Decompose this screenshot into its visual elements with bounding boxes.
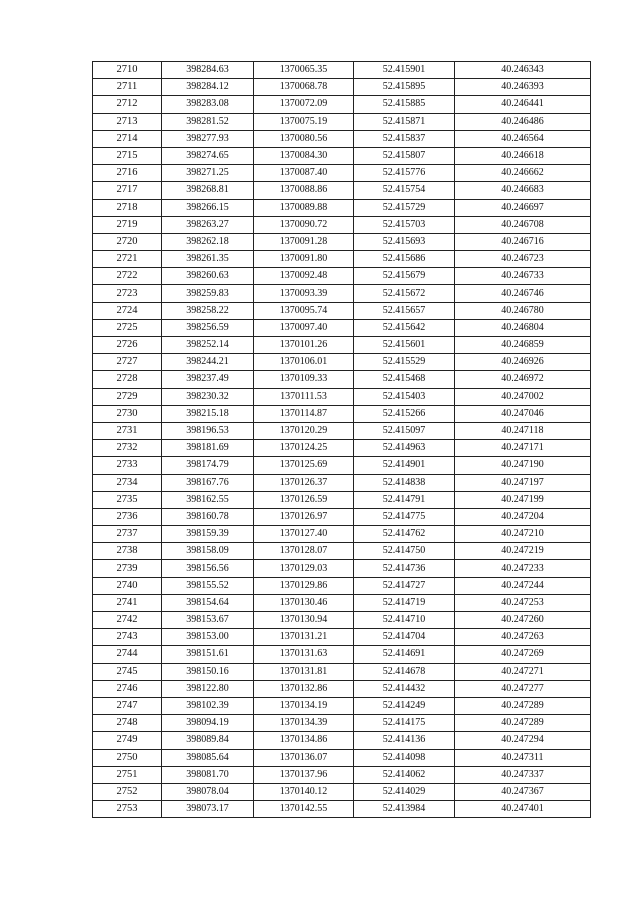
table-row bbox=[93, 577, 591, 594]
table-row bbox=[93, 388, 591, 405]
x-coordinate-cell: 398160.78 bbox=[162, 508, 254, 525]
longitude-cell: 40.246683 bbox=[455, 182, 591, 199]
x-coordinate-cell: 398085.64 bbox=[162, 749, 254, 766]
point-number-cell: 2746 bbox=[93, 680, 162, 697]
point-number-cell: 2716 bbox=[93, 165, 162, 182]
table-row bbox=[93, 749, 591, 766]
latitude-cell: 52.415403 bbox=[354, 388, 455, 405]
x-coordinate-cell: 398261.35 bbox=[162, 251, 254, 268]
longitude-cell: 40.246780 bbox=[455, 302, 591, 319]
table-row bbox=[93, 62, 591, 79]
longitude-cell: 40.247289 bbox=[455, 697, 591, 714]
longitude-cell: 40.247118 bbox=[455, 422, 591, 439]
point-number-cell: 2726 bbox=[93, 337, 162, 354]
point-number-cell: 2745 bbox=[93, 663, 162, 680]
coordinates-table-body bbox=[93, 62, 591, 818]
point-number-cell: 2748 bbox=[93, 715, 162, 732]
x-coordinate-cell: 398277.93 bbox=[162, 130, 254, 147]
table-row bbox=[93, 285, 591, 302]
longitude-cell: 40.247263 bbox=[455, 629, 591, 646]
y-coordinate-cell: 1370084.30 bbox=[254, 147, 354, 164]
x-coordinate-cell: 398263.27 bbox=[162, 216, 254, 233]
y-coordinate-cell: 1370097.40 bbox=[254, 319, 354, 336]
y-coordinate-cell: 1370136.07 bbox=[254, 749, 354, 766]
table-row bbox=[93, 526, 591, 543]
y-coordinate-cell: 1370127.40 bbox=[254, 526, 354, 543]
latitude-cell: 52.414901 bbox=[354, 457, 455, 474]
table-row bbox=[93, 130, 591, 147]
point-number-cell: 2729 bbox=[93, 388, 162, 405]
y-coordinate-cell: 1370091.80 bbox=[254, 251, 354, 268]
latitude-cell: 52.415837 bbox=[354, 130, 455, 147]
longitude-cell: 40.247367 bbox=[455, 783, 591, 800]
latitude-cell: 52.414963 bbox=[354, 440, 455, 457]
y-coordinate-cell: 1370080.56 bbox=[254, 130, 354, 147]
point-number-cell: 2739 bbox=[93, 560, 162, 577]
longitude-cell: 40.246441 bbox=[455, 96, 591, 113]
latitude-cell: 52.415679 bbox=[354, 268, 455, 285]
x-coordinate-cell: 398237.49 bbox=[162, 371, 254, 388]
table-row bbox=[93, 96, 591, 113]
latitude-cell: 52.414062 bbox=[354, 766, 455, 783]
point-number-cell: 2744 bbox=[93, 646, 162, 663]
point-number-cell: 2738 bbox=[93, 543, 162, 560]
table-row bbox=[93, 182, 591, 199]
y-coordinate-cell: 1370120.29 bbox=[254, 422, 354, 439]
x-coordinate-cell: 398153.67 bbox=[162, 612, 254, 629]
longitude-cell: 40.247271 bbox=[455, 663, 591, 680]
coordinates-table bbox=[92, 61, 591, 818]
longitude-cell: 40.247289 bbox=[455, 715, 591, 732]
longitude-cell: 40.246486 bbox=[455, 113, 591, 130]
y-coordinate-cell: 1370131.63 bbox=[254, 646, 354, 663]
latitude-cell: 52.414098 bbox=[354, 749, 455, 766]
point-number-cell: 2751 bbox=[93, 766, 162, 783]
table-row bbox=[93, 543, 591, 560]
latitude-cell: 52.415693 bbox=[354, 233, 455, 250]
x-coordinate-cell: 398244.21 bbox=[162, 354, 254, 371]
latitude-cell: 52.415703 bbox=[354, 216, 455, 233]
point-number-cell: 2750 bbox=[93, 749, 162, 766]
latitude-cell: 52.414691 bbox=[354, 646, 455, 663]
point-number-cell: 2721 bbox=[93, 251, 162, 268]
y-coordinate-cell: 1370131.81 bbox=[254, 663, 354, 680]
latitude-cell: 52.415871 bbox=[354, 113, 455, 130]
point-number-cell: 2710 bbox=[93, 62, 162, 79]
x-coordinate-cell: 398258.22 bbox=[162, 302, 254, 319]
y-coordinate-cell: 1370129.86 bbox=[254, 577, 354, 594]
latitude-cell: 52.414762 bbox=[354, 526, 455, 543]
x-coordinate-cell: 398154.64 bbox=[162, 594, 254, 611]
y-coordinate-cell: 1370130.94 bbox=[254, 612, 354, 629]
longitude-cell: 40.247233 bbox=[455, 560, 591, 577]
table-row bbox=[93, 319, 591, 336]
x-coordinate-cell: 398215.18 bbox=[162, 405, 254, 422]
longitude-cell: 40.246723 bbox=[455, 251, 591, 268]
point-number-cell: 2723 bbox=[93, 285, 162, 302]
table-row bbox=[93, 732, 591, 749]
point-number-cell: 2731 bbox=[93, 422, 162, 439]
table-row bbox=[93, 663, 591, 680]
y-coordinate-cell: 1370124.25 bbox=[254, 440, 354, 457]
x-coordinate-cell: 398268.81 bbox=[162, 182, 254, 199]
x-coordinate-cell: 398151.61 bbox=[162, 646, 254, 663]
table-row bbox=[93, 251, 591, 268]
point-number-cell: 2742 bbox=[93, 612, 162, 629]
y-coordinate-cell: 1370111.53 bbox=[254, 388, 354, 405]
point-number-cell: 2727 bbox=[93, 354, 162, 371]
latitude-cell: 52.415901 bbox=[354, 62, 455, 79]
latitude-cell: 52.413984 bbox=[354, 801, 455, 818]
x-coordinate-cell: 398252.14 bbox=[162, 337, 254, 354]
longitude-cell: 40.247171 bbox=[455, 440, 591, 457]
longitude-cell: 40.246343 bbox=[455, 62, 591, 79]
table-row bbox=[93, 680, 591, 697]
longitude-cell: 40.247311 bbox=[455, 749, 591, 766]
point-number-cell: 2753 bbox=[93, 801, 162, 818]
latitude-cell: 52.414791 bbox=[354, 491, 455, 508]
longitude-cell: 40.247190 bbox=[455, 457, 591, 474]
x-coordinate-cell: 398162.55 bbox=[162, 491, 254, 508]
y-coordinate-cell: 1370088.86 bbox=[254, 182, 354, 199]
point-number-cell: 2752 bbox=[93, 783, 162, 800]
latitude-cell: 52.415266 bbox=[354, 405, 455, 422]
y-coordinate-cell: 1370114.87 bbox=[254, 405, 354, 422]
table-row bbox=[93, 354, 591, 371]
y-coordinate-cell: 1370131.21 bbox=[254, 629, 354, 646]
point-number-cell: 2734 bbox=[93, 474, 162, 491]
y-coordinate-cell: 1370092.48 bbox=[254, 268, 354, 285]
longitude-cell: 40.246716 bbox=[455, 233, 591, 250]
x-coordinate-cell: 398284.63 bbox=[162, 62, 254, 79]
y-coordinate-cell: 1370134.19 bbox=[254, 697, 354, 714]
point-number-cell: 2718 bbox=[93, 199, 162, 216]
x-coordinate-cell: 398155.52 bbox=[162, 577, 254, 594]
latitude-cell: 52.414719 bbox=[354, 594, 455, 611]
x-coordinate-cell: 398274.65 bbox=[162, 147, 254, 164]
latitude-cell: 52.415657 bbox=[354, 302, 455, 319]
x-coordinate-cell: 398150.16 bbox=[162, 663, 254, 680]
table-row bbox=[93, 474, 591, 491]
x-coordinate-cell: 398181.69 bbox=[162, 440, 254, 457]
table-row bbox=[93, 113, 591, 130]
y-coordinate-cell: 1370142.55 bbox=[254, 801, 354, 818]
point-number-cell: 2741 bbox=[93, 594, 162, 611]
y-coordinate-cell: 1370126.97 bbox=[254, 508, 354, 525]
y-coordinate-cell: 1370095.74 bbox=[254, 302, 354, 319]
table-row bbox=[93, 594, 591, 611]
point-number-cell: 2715 bbox=[93, 147, 162, 164]
longitude-cell: 40.246972 bbox=[455, 371, 591, 388]
table-row bbox=[93, 766, 591, 783]
y-coordinate-cell: 1370075.19 bbox=[254, 113, 354, 130]
y-coordinate-cell: 1370089.88 bbox=[254, 199, 354, 216]
table-row bbox=[93, 612, 591, 629]
table-row bbox=[93, 801, 591, 818]
point-number-cell: 2725 bbox=[93, 319, 162, 336]
longitude-cell: 40.247210 bbox=[455, 526, 591, 543]
longitude-cell: 40.246804 bbox=[455, 319, 591, 336]
point-number-cell: 2719 bbox=[93, 216, 162, 233]
x-coordinate-cell: 398174.79 bbox=[162, 457, 254, 474]
table-row bbox=[93, 268, 591, 285]
x-coordinate-cell: 398122.80 bbox=[162, 680, 254, 697]
latitude-cell: 52.415097 bbox=[354, 422, 455, 439]
y-coordinate-cell: 1370087.40 bbox=[254, 165, 354, 182]
longitude-cell: 40.247260 bbox=[455, 612, 591, 629]
latitude-cell: 52.414838 bbox=[354, 474, 455, 491]
longitude-cell: 40.246708 bbox=[455, 216, 591, 233]
latitude-cell: 52.415601 bbox=[354, 337, 455, 354]
table-row bbox=[93, 715, 591, 732]
latitude-cell: 52.414249 bbox=[354, 697, 455, 714]
point-number-cell: 2740 bbox=[93, 577, 162, 594]
x-coordinate-cell: 398094.19 bbox=[162, 715, 254, 732]
longitude-cell: 40.247219 bbox=[455, 543, 591, 560]
point-number-cell: 2749 bbox=[93, 732, 162, 749]
latitude-cell: 52.414136 bbox=[354, 732, 455, 749]
y-coordinate-cell: 1370109.33 bbox=[254, 371, 354, 388]
latitude-cell: 52.414678 bbox=[354, 663, 455, 680]
y-coordinate-cell: 1370091.28 bbox=[254, 233, 354, 250]
y-coordinate-cell: 1370137.96 bbox=[254, 766, 354, 783]
longitude-cell: 40.247294 bbox=[455, 732, 591, 749]
point-number-cell: 2722 bbox=[93, 268, 162, 285]
table-row bbox=[93, 422, 591, 439]
y-coordinate-cell: 1370134.39 bbox=[254, 715, 354, 732]
x-coordinate-cell: 398260.63 bbox=[162, 268, 254, 285]
x-coordinate-cell: 398158.09 bbox=[162, 543, 254, 560]
table-row bbox=[93, 79, 591, 96]
latitude-cell: 52.414175 bbox=[354, 715, 455, 732]
latitude-cell: 52.414029 bbox=[354, 783, 455, 800]
point-number-cell: 2724 bbox=[93, 302, 162, 319]
table-row bbox=[93, 147, 591, 164]
point-number-cell: 2735 bbox=[93, 491, 162, 508]
table-row bbox=[93, 783, 591, 800]
table-row bbox=[93, 302, 591, 319]
table-row bbox=[93, 405, 591, 422]
point-number-cell: 2732 bbox=[93, 440, 162, 457]
y-coordinate-cell: 1370065.35 bbox=[254, 62, 354, 79]
latitude-cell: 52.414704 bbox=[354, 629, 455, 646]
latitude-cell: 52.415672 bbox=[354, 285, 455, 302]
longitude-cell: 40.246393 bbox=[455, 79, 591, 96]
latitude-cell: 52.414727 bbox=[354, 577, 455, 594]
latitude-cell: 52.415729 bbox=[354, 199, 455, 216]
longitude-cell: 40.247046 bbox=[455, 405, 591, 422]
y-coordinate-cell: 1370134.86 bbox=[254, 732, 354, 749]
latitude-cell: 52.415642 bbox=[354, 319, 455, 336]
x-coordinate-cell: 398089.84 bbox=[162, 732, 254, 749]
latitude-cell: 52.415468 bbox=[354, 371, 455, 388]
longitude-cell: 40.246662 bbox=[455, 165, 591, 182]
table-row bbox=[93, 491, 591, 508]
latitude-cell: 52.415529 bbox=[354, 354, 455, 371]
longitude-cell: 40.247269 bbox=[455, 646, 591, 663]
longitude-cell: 40.247253 bbox=[455, 594, 591, 611]
x-coordinate-cell: 398271.25 bbox=[162, 165, 254, 182]
longitude-cell: 40.246564 bbox=[455, 130, 591, 147]
longitude-cell: 40.247401 bbox=[455, 801, 591, 818]
table-row bbox=[93, 457, 591, 474]
longitude-cell: 40.247002 bbox=[455, 388, 591, 405]
x-coordinate-cell: 398262.18 bbox=[162, 233, 254, 250]
point-number-cell: 2712 bbox=[93, 96, 162, 113]
longitude-cell: 40.247199 bbox=[455, 491, 591, 508]
table-row bbox=[93, 371, 591, 388]
longitude-cell: 40.246618 bbox=[455, 147, 591, 164]
longitude-cell: 40.246733 bbox=[455, 268, 591, 285]
table-row bbox=[93, 508, 591, 525]
point-number-cell: 2728 bbox=[93, 371, 162, 388]
y-coordinate-cell: 1370126.59 bbox=[254, 491, 354, 508]
point-number-cell: 2720 bbox=[93, 233, 162, 250]
x-coordinate-cell: 398159.39 bbox=[162, 526, 254, 543]
point-number-cell: 2747 bbox=[93, 697, 162, 714]
x-coordinate-cell: 398156.56 bbox=[162, 560, 254, 577]
x-coordinate-cell: 398230.32 bbox=[162, 388, 254, 405]
table-row bbox=[93, 697, 591, 714]
x-coordinate-cell: 398266.15 bbox=[162, 199, 254, 216]
table-row bbox=[93, 199, 591, 216]
y-coordinate-cell: 1370072.09 bbox=[254, 96, 354, 113]
x-coordinate-cell: 398283.08 bbox=[162, 96, 254, 113]
point-number-cell: 2737 bbox=[93, 526, 162, 543]
x-coordinate-cell: 398284.12 bbox=[162, 79, 254, 96]
x-coordinate-cell: 398196.53 bbox=[162, 422, 254, 439]
y-coordinate-cell: 1370128.07 bbox=[254, 543, 354, 560]
latitude-cell: 52.415807 bbox=[354, 147, 455, 164]
longitude-cell: 40.247197 bbox=[455, 474, 591, 491]
latitude-cell: 52.415895 bbox=[354, 79, 455, 96]
longitude-cell: 40.247337 bbox=[455, 766, 591, 783]
x-coordinate-cell: 398073.17 bbox=[162, 801, 254, 818]
table-row bbox=[93, 165, 591, 182]
longitude-cell: 40.247204 bbox=[455, 508, 591, 525]
table-row bbox=[93, 440, 591, 457]
x-coordinate-cell: 398102.39 bbox=[162, 697, 254, 714]
x-coordinate-cell: 398259.83 bbox=[162, 285, 254, 302]
y-coordinate-cell: 1370126.37 bbox=[254, 474, 354, 491]
table-row bbox=[93, 646, 591, 663]
y-coordinate-cell: 1370090.72 bbox=[254, 216, 354, 233]
point-number-cell: 2730 bbox=[93, 405, 162, 422]
x-coordinate-cell: 398281.52 bbox=[162, 113, 254, 130]
table-row bbox=[93, 216, 591, 233]
latitude-cell: 52.414432 bbox=[354, 680, 455, 697]
x-coordinate-cell: 398167.76 bbox=[162, 474, 254, 491]
y-coordinate-cell: 1370140.12 bbox=[254, 783, 354, 800]
point-number-cell: 2733 bbox=[93, 457, 162, 474]
x-coordinate-cell: 398078.04 bbox=[162, 783, 254, 800]
longitude-cell: 40.247277 bbox=[455, 680, 591, 697]
y-coordinate-cell: 1370129.03 bbox=[254, 560, 354, 577]
y-coordinate-cell: 1370132.86 bbox=[254, 680, 354, 697]
y-coordinate-cell: 1370125.69 bbox=[254, 457, 354, 474]
x-coordinate-cell: 398256.59 bbox=[162, 319, 254, 336]
latitude-cell: 52.414710 bbox=[354, 612, 455, 629]
x-coordinate-cell: 398081.70 bbox=[162, 766, 254, 783]
point-number-cell: 2711 bbox=[93, 79, 162, 96]
latitude-cell: 52.415686 bbox=[354, 251, 455, 268]
point-number-cell: 2714 bbox=[93, 130, 162, 147]
y-coordinate-cell: 1370106.01 bbox=[254, 354, 354, 371]
point-number-cell: 2743 bbox=[93, 629, 162, 646]
y-coordinate-cell: 1370068.78 bbox=[254, 79, 354, 96]
point-number-cell: 2736 bbox=[93, 508, 162, 525]
point-number-cell: 2717 bbox=[93, 182, 162, 199]
longitude-cell: 40.246926 bbox=[455, 354, 591, 371]
latitude-cell: 52.414775 bbox=[354, 508, 455, 525]
longitude-cell: 40.246746 bbox=[455, 285, 591, 302]
longitude-cell: 40.246697 bbox=[455, 199, 591, 216]
latitude-cell: 52.415754 bbox=[354, 182, 455, 199]
latitude-cell: 52.415885 bbox=[354, 96, 455, 113]
longitude-cell: 40.246859 bbox=[455, 337, 591, 354]
latitude-cell: 52.414736 bbox=[354, 560, 455, 577]
table-row bbox=[93, 337, 591, 354]
point-number-cell: 2713 bbox=[93, 113, 162, 130]
y-coordinate-cell: 1370130.46 bbox=[254, 594, 354, 611]
latitude-cell: 52.414750 bbox=[354, 543, 455, 560]
y-coordinate-cell: 1370093.39 bbox=[254, 285, 354, 302]
latitude-cell: 52.415776 bbox=[354, 165, 455, 182]
table-row bbox=[93, 233, 591, 250]
longitude-cell: 40.247244 bbox=[455, 577, 591, 594]
table-row bbox=[93, 629, 591, 646]
y-coordinate-cell: 1370101.26 bbox=[254, 337, 354, 354]
table-row bbox=[93, 560, 591, 577]
x-coordinate-cell: 398153.00 bbox=[162, 629, 254, 646]
